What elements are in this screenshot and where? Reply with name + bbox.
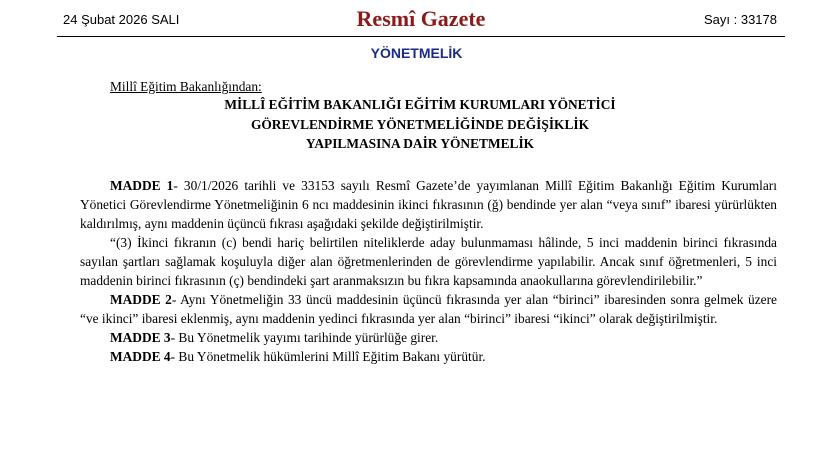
article-text: “(3) İkinci fıkranın (c) bendi hariç belirtilen niteliklerde aday bulunmaması hâlinde, 5 inci maddenin birinci fıkrasında sayılan şartları sağlamak koşuluyla diğer alan öğretmenlerinden de görevlendirme yapılabilir. Ancak sınıf öğretmenleri, 5 inci maddenin birinci fıkrasının (ç) bendindeki şart aranmaksızın bu fıkra kapsamında anaokullarına görevlendirilebilir.” xyxy=(80,235,777,288)
issue-number: Sayı : 33178 xyxy=(704,12,777,27)
article-text: - 30/1/2026 tarihli ve 33153 sayılı Resmî Gazete’de yayımlanan Millî Eğitim Bakanlığı Eğitim Kurumları Yönetici Görevlendirme Yönetmeliğinin 6 ncı maddesinin ikinci fıkrasının (ğ) bendinde yer alan “veya sınıf” ibaresi yürürlükten kaldırılmış, aynı maddenin üçüncü fıkrası aşağıdaki şekilde değiştirilmiştir. xyxy=(80,178,777,231)
article-2 xyxy=(80,290,777,328)
gazette-title: Resmî Gazete xyxy=(356,6,486,31)
article-text: - Bu Yönetmelik hükümlerini Millî Eğitim Bakanı yürütür. xyxy=(170,349,486,364)
article-3 xyxy=(80,328,777,347)
regulation-title-line: YAPILMASINA DAİR YÖNETMELİK xyxy=(305,136,535,151)
regulation-title xyxy=(100,95,740,154)
article-1 xyxy=(80,176,777,233)
section-heading: YÖNETMELİK xyxy=(370,45,463,61)
article-4 xyxy=(80,347,777,366)
article-label: MADDE 2 xyxy=(110,292,172,307)
article-label: MADDE 4 xyxy=(110,349,171,364)
article-label: MADDE 1 xyxy=(110,178,174,193)
article-1-paragraph-3 xyxy=(80,233,777,290)
article-text: - Bu Yönetmelik yayımı tarihinde yürürlüğe girer. xyxy=(170,330,439,345)
article-label: MADDE 3 xyxy=(110,330,171,345)
article-text: - Aynı Yönetmeliğin 33 üncü maddesinin üçüncü fıkrasında yer alan “birinci” ibaresinden sonra gelmek üzere “ve ikinci” ibaresi eklenmiş, aynı maddenin yedinci fıkrasında yer alan “birinci” ibaresi “ikinci” olarak değiştirilmiştir. xyxy=(80,292,778,326)
regulation-body xyxy=(80,176,777,366)
regulation-title-line: GÖREVLENDİRME YÖNETMELİĞİNDE DEĞİŞİKLİK xyxy=(250,116,590,132)
issuing-institution: Millî Eğitim Bakanlığından: xyxy=(110,79,262,94)
publication-date: 24 Şubat 2026 SALI xyxy=(63,12,180,27)
gazette-header xyxy=(57,0,785,37)
regulation-title-line: MİLLÎ EĞİTİM BAKANLIĞI EĞİTİM KURUMLARI YÖNETİCİ xyxy=(224,97,616,112)
